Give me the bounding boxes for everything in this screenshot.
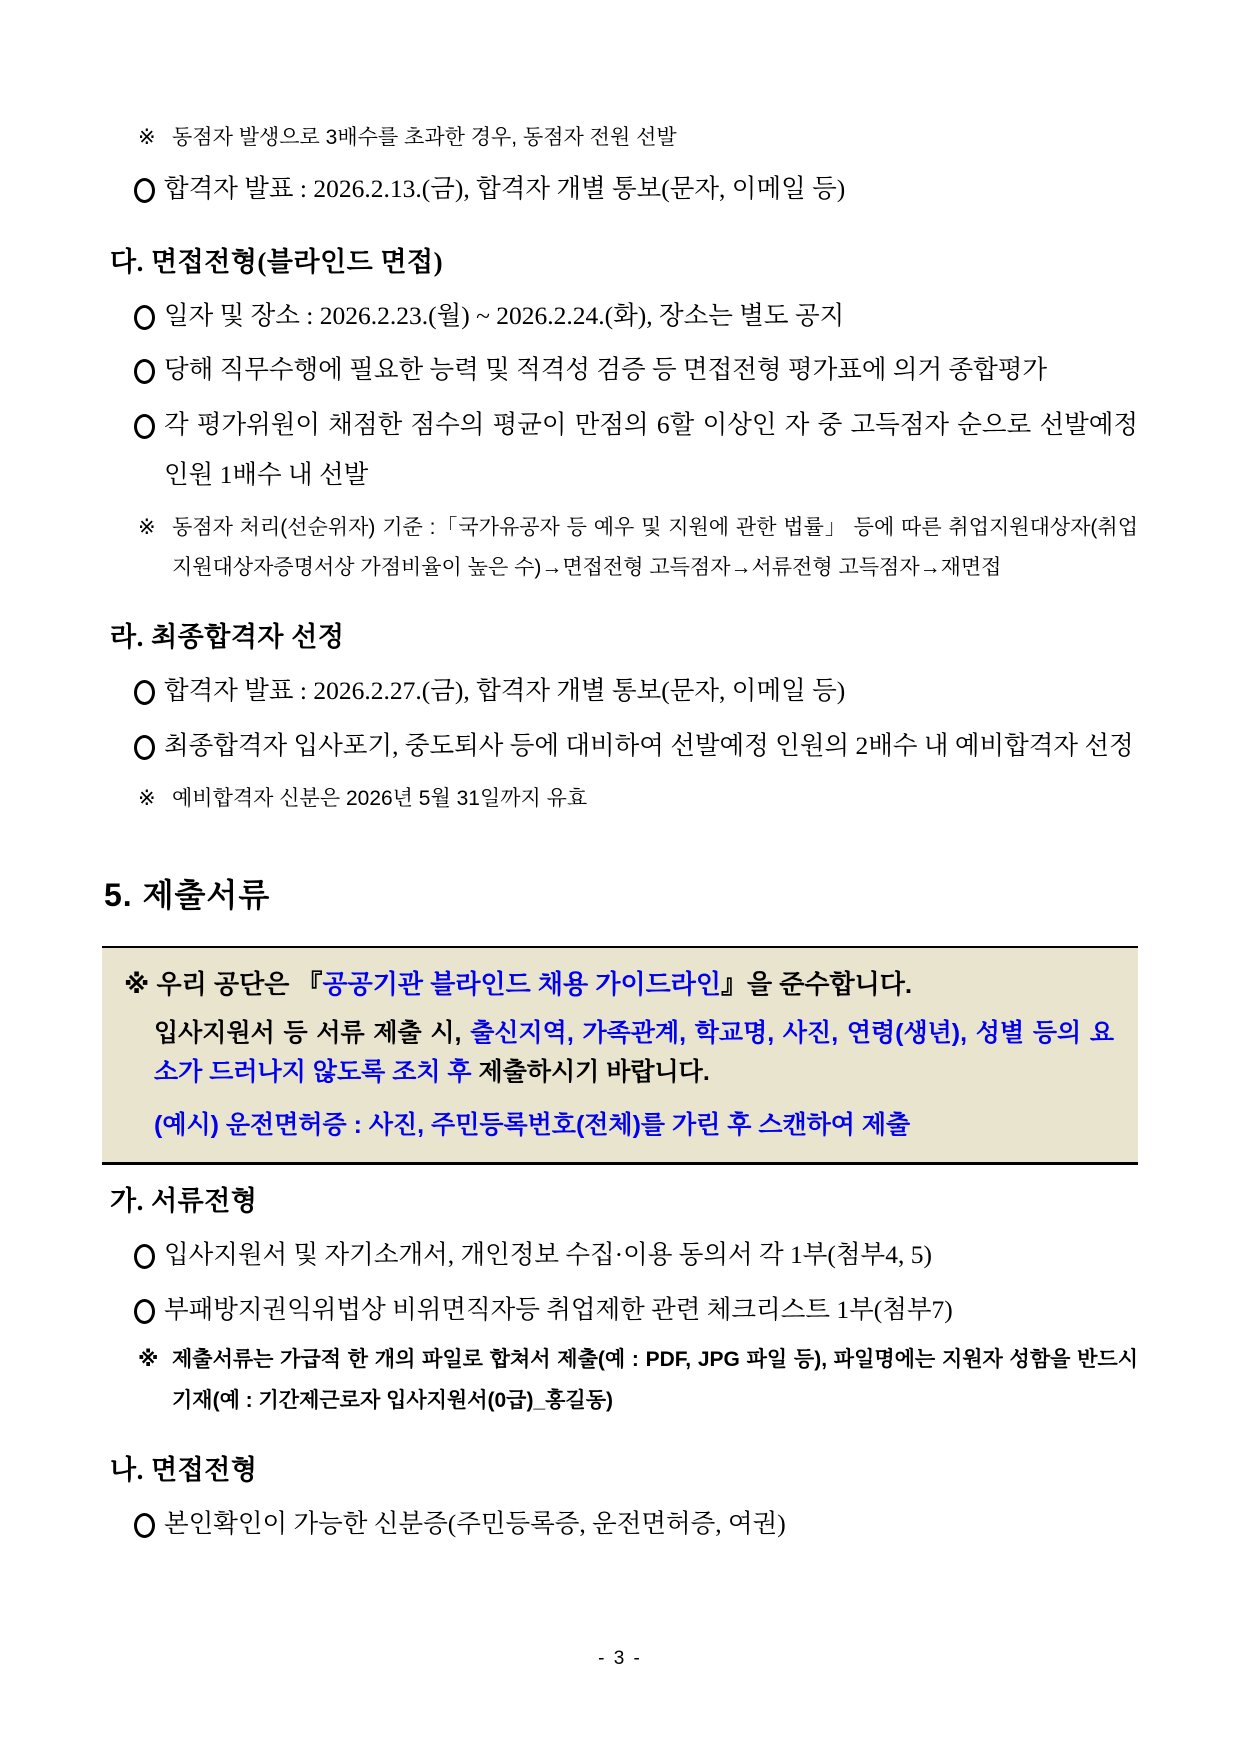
notice-line-guideline [124,964,1116,1004]
bullet-text: 부패방지권익위법상 비위면직자등 취업제한 관련 체크리스트 1부(첨부7) [164,1295,953,1325]
bullet-pass-announcement [132,164,1138,214]
bullet-interview-score-rule [132,400,1138,499]
reference-mark-icon: ※ [138,126,156,149]
section-heading-doc-screening: 가. 서류전형 [110,1186,258,1217]
note-file-naming [138,1340,1138,1422]
notice-segment-highlight: (예시) 운전면허증 : 사진, 주민등록번호(전체)를 가린 후 스캔하여 제출 [154,1110,911,1139]
note-text: 동점자 발생으로 3배수를 초과한 경우, 동점자 전원 선발 [172,126,677,149]
notice-segment: 제출하시기 바랍니다. [471,1057,710,1086]
note-text: 동점자 처리(선순위자) 기준 :「국가유공자 등 예우 및 지원에 관한 법률」 등에 따른 취업지원대상자(취업지원대상자증명서상 가점비율이 높은 수)→면접전형 고득점자→서류전형 고득점자→재면접 [172,515,1138,580]
bullet-final-announcement [132,666,1138,716]
section-heading-interview: 다. 면접전형(블라인드 면접) [110,246,444,277]
page-number: - 3 - [598,1648,642,1669]
notice-segment: 입사지원서 등 서류 제출 시, [154,1019,471,1048]
reference-mark-icon: ※ [138,515,156,539]
bullet-text: 각 평가위원이 채점한 점수의 평균이 만점의 6할 이상인 자 중 고득점자 순으로 선발예정 인원 1배수 내 선발 [164,410,1138,489]
bullet-text: 당해 직무수행에 필요한 능력 및 적격성 검증 등 면접전형 평가표에 의거 종합평가 [164,355,1048,385]
bullet-checklist-doc [132,1285,1138,1335]
note-reserve-validity [138,779,1138,820]
bullet-text: 본인확인이 가능한 신분증(주민등록증, 운전면허증, 여권) [164,1508,786,1538]
bullet-text: 합격자 발표 : 2026.2.27.(금), 합격자 개별 통보(문자, 이메일 등) [164,676,846,706]
bullet-text: 합격자 발표 : 2026.2.13.(금), 합격자 개별 통보(문자, 이메일 등) [164,173,846,203]
section-heading-interview-docs: 나. 면접전형 [110,1454,258,1485]
bullet-text: 입사지원서 및 자기소개서, 개인정보 수집·이용 동의서 각 1부(첨부4, 5) [164,1240,932,1270]
note-text: 예비합격자 신분은 2026년 5월 31일까지 유효 [172,786,588,810]
notice-line-masking [154,1014,1114,1092]
bullet-interview-date [132,291,1138,341]
notice-segment-highlight: 공공기관 블라인드 채용 가이드라인 [322,968,721,999]
notice-segment-highlight: 출신지역, 가족관계, 학교명, 사진, 연령(생년), 성별 등의 요소가 드러나지 않도록 조치 후 [154,1019,1114,1086]
notice-segment: ※ 우리 공단은 『 [124,968,323,999]
note-tie-breaker-rule [138,508,1138,590]
section-heading-final-selection: 라. 최종합격자 선정 [110,622,345,653]
note-tie-breaker-3x [138,118,1138,159]
bullet-reserve-candidates [132,721,1138,771]
bullet-text: 최종합격자 입사포기, 중도퇴사 등에 대비하여 선발예정 인원의 2배수 내 예비합격자 선정 [164,731,1134,761]
blind-hiring-notice-box [102,946,1138,1166]
reference-mark-icon: ※ [138,1347,159,1371]
section-heading-submit-documents: 5. 제출서류 [104,876,271,913]
reference-mark-icon: ※ [138,786,156,810]
bullet-id-check [132,1499,1138,1549]
notice-segment: 』을 준수합니다. [720,968,913,999]
bullet-interview-evaluation [132,345,1138,395]
bullet-application-docs [132,1230,1138,1280]
bullet-text: 일자 및 장소 : 2026.2.23.(월) ~ 2026.2.24.(화), 장소는 별도 공지 [164,300,845,330]
notice-line-example [154,1106,1114,1145]
note-text: 제출서류는 가급적 한 개의 파일로 합쳐서 제출(예 : PDF, JPG 파일 등), 파일명에는 지원자 성함을 반드시 기재(예 : 기간제근로자 입사지원서(0급)_홍길동) [172,1347,1139,1412]
